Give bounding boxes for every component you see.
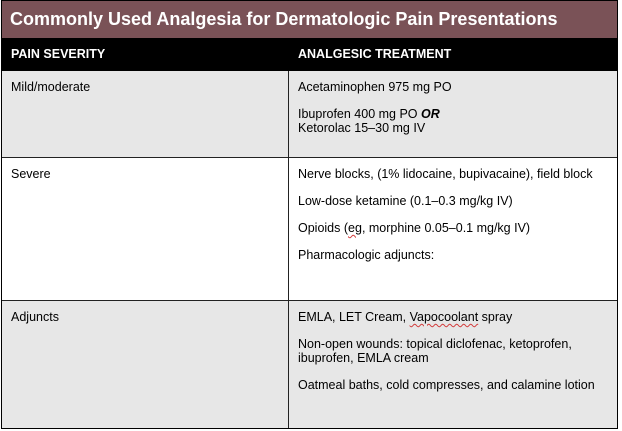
- treatment-item: [298, 221, 608, 235]
- table-row: [2, 71, 617, 158]
- header-analgesic-treatment: ANALGESIC TREATMENT: [298, 47, 452, 61]
- treatment-item: [298, 107, 608, 135]
- treatment-cell: [289, 158, 617, 300]
- treatment-text: spray: [478, 310, 513, 324]
- table-title: Commonly Used Analgesia for Dermatologic Pain Presentations: [2, 1, 617, 38]
- treatment-item: Acetaminophen 975 mg PO: [298, 80, 452, 94]
- analgesia-table: [1, 0, 618, 429]
- table-row: [2, 158, 617, 301]
- treatment-item: Pharmacologic adjuncts:: [298, 248, 435, 262]
- severity-cell: Adjuncts: [2, 301, 289, 428]
- severity-cell: Severe: [2, 158, 289, 300]
- header-pain-severity: PAIN SEVERITY: [11, 47, 106, 61]
- treatment-item: Non-open wounds: topical diclofenac, ketoprofen, ibuprofen, EMLA cream: [298, 337, 572, 365]
- treatment-text: Ibuprofen 400 mg PO: [298, 107, 418, 121]
- treatment-cell: [289, 71, 617, 157]
- table-row: [2, 301, 617, 428]
- or-emphasis: OR: [421, 107, 440, 121]
- treatment-text: EMLA, LET Cream,: [298, 310, 410, 324]
- severity-cell: Mild/moderate: [2, 71, 289, 157]
- spellcheck-word: Vapocoolant: [409, 310, 479, 324]
- spellcheck-word: eg: [348, 221, 362, 235]
- treatment-text: Opioids (: [298, 221, 349, 235]
- treatment-item: Low-dose ketamine (0.1–0.3 mg/kg IV): [298, 194, 513, 208]
- table-header-row: [2, 38, 617, 71]
- treatment-cell: [289, 301, 617, 428]
- treatment-item: [298, 310, 608, 324]
- treatment-text: , morphine 0.05–0.1 mg/kg IV): [361, 221, 531, 235]
- treatment-item: Oatmeal baths, cold compresses, and calamine lotion: [298, 378, 595, 392]
- treatment-text: Ketorolac 15–30 mg IV: [298, 121, 426, 135]
- treatment-item: Nerve blocks, (1% lidocaine, bupivacaine), field block: [298, 167, 593, 181]
